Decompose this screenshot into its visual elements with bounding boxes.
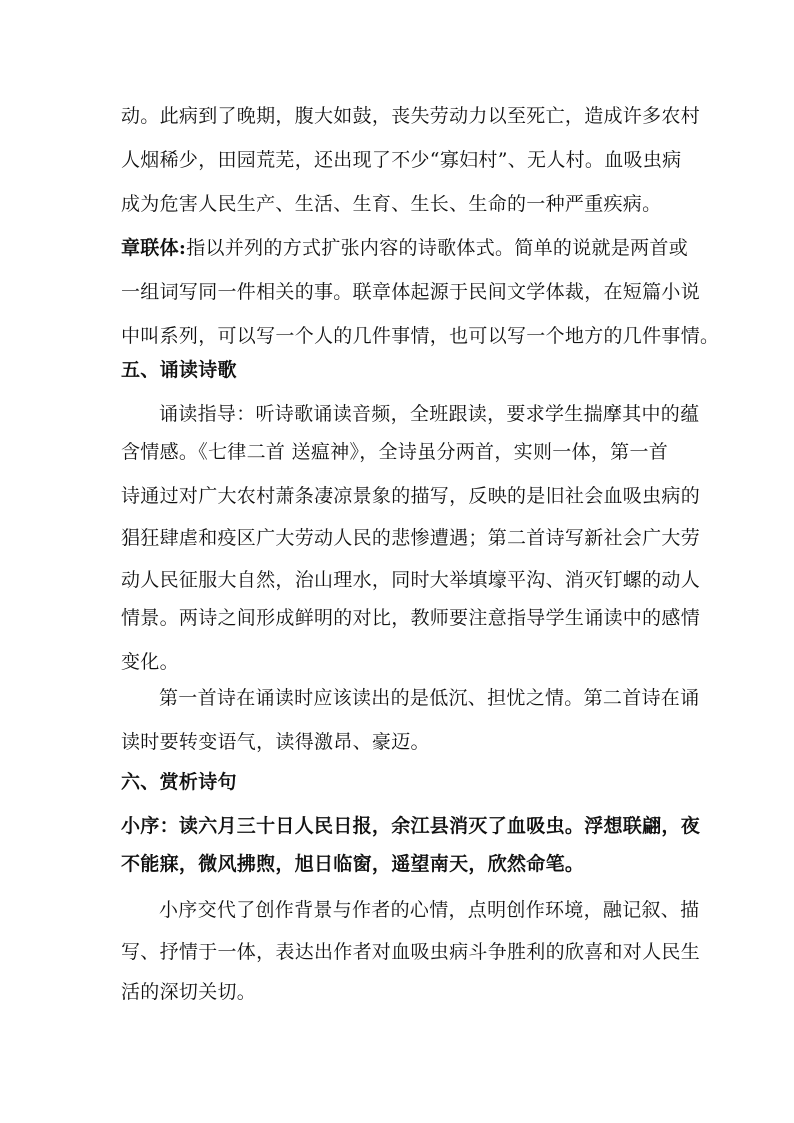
paragraph-line: 变化。 <box>121 651 179 673</box>
section-heading: 六、赏析诗句 <box>121 771 237 793</box>
paragraph-line: 中叫系列，可以写一个人的几件事情，也可以写一个地方的几件事情。 <box>121 325 720 347</box>
paragraph-line: 一组词写同一件相关的事。联章体起源于民间文学体裁，在短篇小说 <box>121 281 701 303</box>
paragraph-line: 诗通过对广大农村萧条凄凉景象的描写，反映的是旧社会血吸虫病的 <box>121 485 701 507</box>
quote-line: 小序：读六月三十日人民日报，余江县消灭了血吸虫。浮想联翩，夜 <box>121 815 701 837</box>
paragraph-line: 成为危害人民生产、生活、生育、生长、生命的一种严重疾病。 <box>121 193 662 215</box>
paragraph-line: 猖狂肆虐和疫区广大劳动人民的悲惨遭遇；第二首诗写新社会广大劳 <box>121 527 701 549</box>
term-definition-text: 指以并列的方式扩张内容的诗歌体式。简单的说就是两首或 <box>186 237 689 259</box>
paragraph-line: 小序交代了创作背景与作者的心情，点明创作环境，融记叙、描 <box>159 899 700 921</box>
paragraph-line: 人烟稀少，田园荒芜，还出现了不少“寡妇村”、无人村。血吸虫病 <box>121 149 682 171</box>
quote-line: 不能寐，微风拂煦，旭日临窗，遥望南天，欣然命笔。 <box>121 853 585 875</box>
term-definition-line <box>121 236 688 260</box>
paragraph-line: 写、抒情于一体，表达出作者对血吸虫病斗争胜利的欣喜和对人民生 <box>121 941 701 963</box>
paragraph-line: 动。此病到了晚期，腹大如鼓，丧失劳动力以至死亡，造成许多农村 <box>121 105 701 127</box>
section-heading: 五、诵读诗歌 <box>121 359 237 381</box>
paragraph-line: 第一首诗在诵读时应该读出的是低沉、担忧之情。第二首诗在诵 <box>159 687 700 709</box>
paragraph-line: 活的深切关切。 <box>121 981 257 1003</box>
paragraph-line: 含情感。《七律二首 送瘟神》，全诗虽分两首，实则一体，第一首 <box>121 441 669 463</box>
paragraph-line: 动人民征服大自然，治山理水，同时大举填壕平沟、消灭钉螺的动人 <box>121 569 701 591</box>
paragraph-line: 诵读指导：听诗歌诵读音频，全班跟读，要求学生揣摩其中的蕴 <box>159 403 700 425</box>
paragraph-line: 读时要转变语气，读得激昂、豪迈。 <box>121 731 430 753</box>
term-label: 章联体: <box>121 237 187 259</box>
paragraph-line: 情景。两诗之间形成鲜明的对比，教师要注意指导学生诵读中的感情 <box>121 607 701 629</box>
